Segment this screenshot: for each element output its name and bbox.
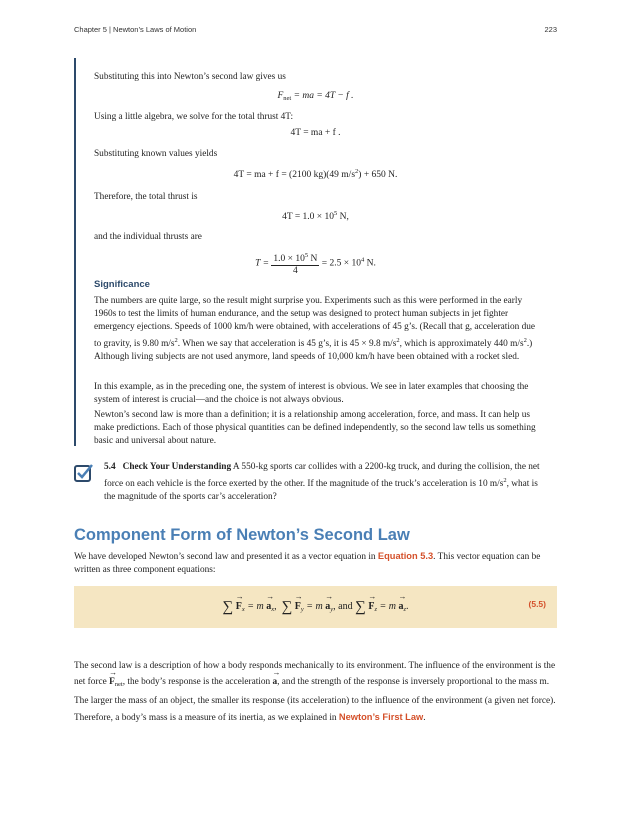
s1b-sup: 2 xyxy=(174,337,178,344)
eq1-F: F xyxy=(277,91,284,101)
s1d: 45 × 9.8 m/s xyxy=(349,339,397,349)
eq5-denominator: 4 xyxy=(293,266,298,276)
check-understanding xyxy=(104,461,544,504)
s1b: 9.80 m/s xyxy=(142,339,175,349)
significance-heading: Significance xyxy=(94,279,150,290)
component-equations: ∑ → $F_x = m \to a_x$, ∑ → $F_y = m \to a_y$, and ∑ → $F_z = m \to a_z$. xyxy=(74,599,557,616)
cyu-title: Check Your Understanding xyxy=(122,462,232,472)
section-paragraph-1 xyxy=(74,550,557,577)
equation-4 xyxy=(94,210,537,222)
section-heading: Component Form of Newton’s Second Law xyxy=(74,526,410,544)
equation-2: 4T = ma + f . xyxy=(290,128,341,138)
fz-sub: z xyxy=(374,606,377,613)
example-paragraph-1: Substituting this into Newton’s second law gives us xyxy=(94,72,286,82)
example-paragraph-2: Using a little algebra, we solve for the total thrust 4T: xyxy=(94,112,294,122)
section-paragraph-2 xyxy=(74,658,557,726)
force-vector-y: → F xyxy=(295,601,301,612)
net-sub: net xyxy=(114,681,123,688)
accel-vector-z: → a xyxy=(398,601,403,612)
az-sub: z xyxy=(403,606,406,613)
s1c: . When we say that acceleration is 45 g’s, it is xyxy=(177,339,350,349)
cyu-value: 10 m/s xyxy=(478,479,504,489)
eq5-fraction xyxy=(271,250,319,277)
s1e: , which is approximately xyxy=(399,339,494,349)
eq1-sub: net xyxy=(283,95,292,102)
cyu-text-a: A 550-kg sports car collides with a 2200-kg truck, and during the collision, the net force on each vehicle is the force exerted by the other. If the magnitude of the truck’s acceleration is xyxy=(104,462,540,489)
eq5-numerator xyxy=(271,250,319,266)
eq5-rhsunit: N. xyxy=(364,258,376,269)
sp1b: . This vector equation can be written as three component equations: xyxy=(74,552,541,575)
s1f-sup: 2 xyxy=(523,337,527,344)
sum-x: ∑ xyxy=(222,599,234,615)
eq3-a: 4T = ma + f = (2100 kg)(49 m/s xyxy=(233,170,356,180)
eq5-rhssup: 4 xyxy=(360,256,365,264)
equation-5-3-link[interactable]: Equation 5.3 xyxy=(377,551,434,561)
fx-sub: x xyxy=(241,606,245,613)
force-vector-z: → F xyxy=(368,601,374,612)
s1g: .) Although living subjects are not used anymore, land speeds of 10,000 km/h have been obtained with a rocket sled. xyxy=(94,339,533,362)
chapter-header: Chapter 5 | Newton’s Laws of Motion xyxy=(74,25,197,34)
eq5-lhs: T = xyxy=(255,258,270,269)
sum-z: ∑ xyxy=(355,599,366,615)
equation-3 xyxy=(94,168,537,180)
eq5-rhs: = 2.5 × 10 xyxy=(321,258,361,269)
eq1-rest: = ma = 4T − f . xyxy=(293,91,354,101)
sp2a: The second law is a description of how a body responds mechanically to its environment. The influence of the environment is the net force xyxy=(74,661,556,687)
eq4-a: 4T = 1.0 × 10 xyxy=(282,212,335,222)
and-text: and xyxy=(335,601,356,612)
example-paragraph-3: Substituting known values yields xyxy=(94,149,218,159)
net-force-vector: → F xyxy=(109,674,115,690)
accel-vector-x: → a xyxy=(266,601,271,612)
eqm-y: = m xyxy=(303,601,326,612)
page-number: 223 xyxy=(544,25,557,34)
equation-1 xyxy=(94,91,537,102)
eq3-sup: 2 xyxy=(355,168,359,175)
example-side-bar xyxy=(74,58,76,446)
significance-paragraph-2: In this example, as in the preceding one, the system of interest is obvious. We see in later examples that choosing the system of interest is crucial—and the choice is not always obvious. xyxy=(94,382,529,405)
equation-number: (5.5) xyxy=(528,599,546,609)
significance-paragraph-1 xyxy=(94,295,537,364)
sp1a: We have developed Newton’s second law and presented it as a vector equation in xyxy=(74,552,378,562)
ax-sub: x xyxy=(271,606,275,613)
eq5-num: 1.0 × 10 xyxy=(273,254,305,264)
s1d-sup: 2 xyxy=(396,337,400,344)
eq5-numunit: N xyxy=(308,254,318,264)
cyu-text-b: , what is the magnitude of the sports car’s acceleration? xyxy=(104,479,538,502)
example-paragraph-5: and the individual thrusts are xyxy=(94,232,202,242)
fy-sub: y xyxy=(300,606,304,613)
cyu-sup: 2 xyxy=(503,477,507,484)
eq3-b: ) + 650 N. xyxy=(358,170,398,180)
eq4-sup: 5 xyxy=(334,210,338,217)
example-paragraph-4: Therefore, the total thrust is xyxy=(94,192,198,202)
eqm-x: = m xyxy=(244,601,267,612)
eq5-numsup: 5 xyxy=(304,252,309,259)
sp2b: , the body’s response is the acceleration xyxy=(122,677,273,687)
sp2c: , and the strength of the response is inversely proportional to the mass m. The larger the mass of an object, the smaller its response (its acceleration) to the influence of the environment (a given net force). Therefore, a body’s mass is a measure of its inertia, as we explained in xyxy=(74,677,556,723)
significance-paragraph-3: Newton’s second law is more than a definition; it is a relationship among acceleration, force, and mass. It can help us make predictions. Each of those physical quantities can be defined independently, so the second law tells us something basic and universal about nature. xyxy=(94,410,536,446)
check-understanding-icon xyxy=(74,463,94,483)
sum-y: ∑ xyxy=(281,599,293,615)
equation-5 xyxy=(94,250,537,277)
equation-box xyxy=(74,586,557,628)
ay-sub: y xyxy=(330,606,334,613)
acceleration-vector: → a xyxy=(273,674,278,690)
force-vector-x: → F xyxy=(236,601,242,612)
sp2d: . xyxy=(423,713,426,723)
s1f: 440 m/s xyxy=(493,339,524,349)
s1a: The numbers are quite large, so the result might surprise you. Experiments such as this were performed in the early 1960s to test the limits of human endurance, and the setup was designed to protect human subjects in jet fighter emergency ejections. Speeds of 1000 km/h were obtained, with accelerations of 45 g’s. (Recall that g, acceleration due to gravity, is xyxy=(94,296,536,349)
accel-vector-y: → a xyxy=(325,601,330,612)
eq4-b: N, xyxy=(337,212,349,222)
newtons-first-law-link[interactable]: Newton’s First Law xyxy=(338,712,424,722)
eqm-z: = m xyxy=(376,601,399,612)
cyu-number: 5.4 xyxy=(104,462,116,472)
